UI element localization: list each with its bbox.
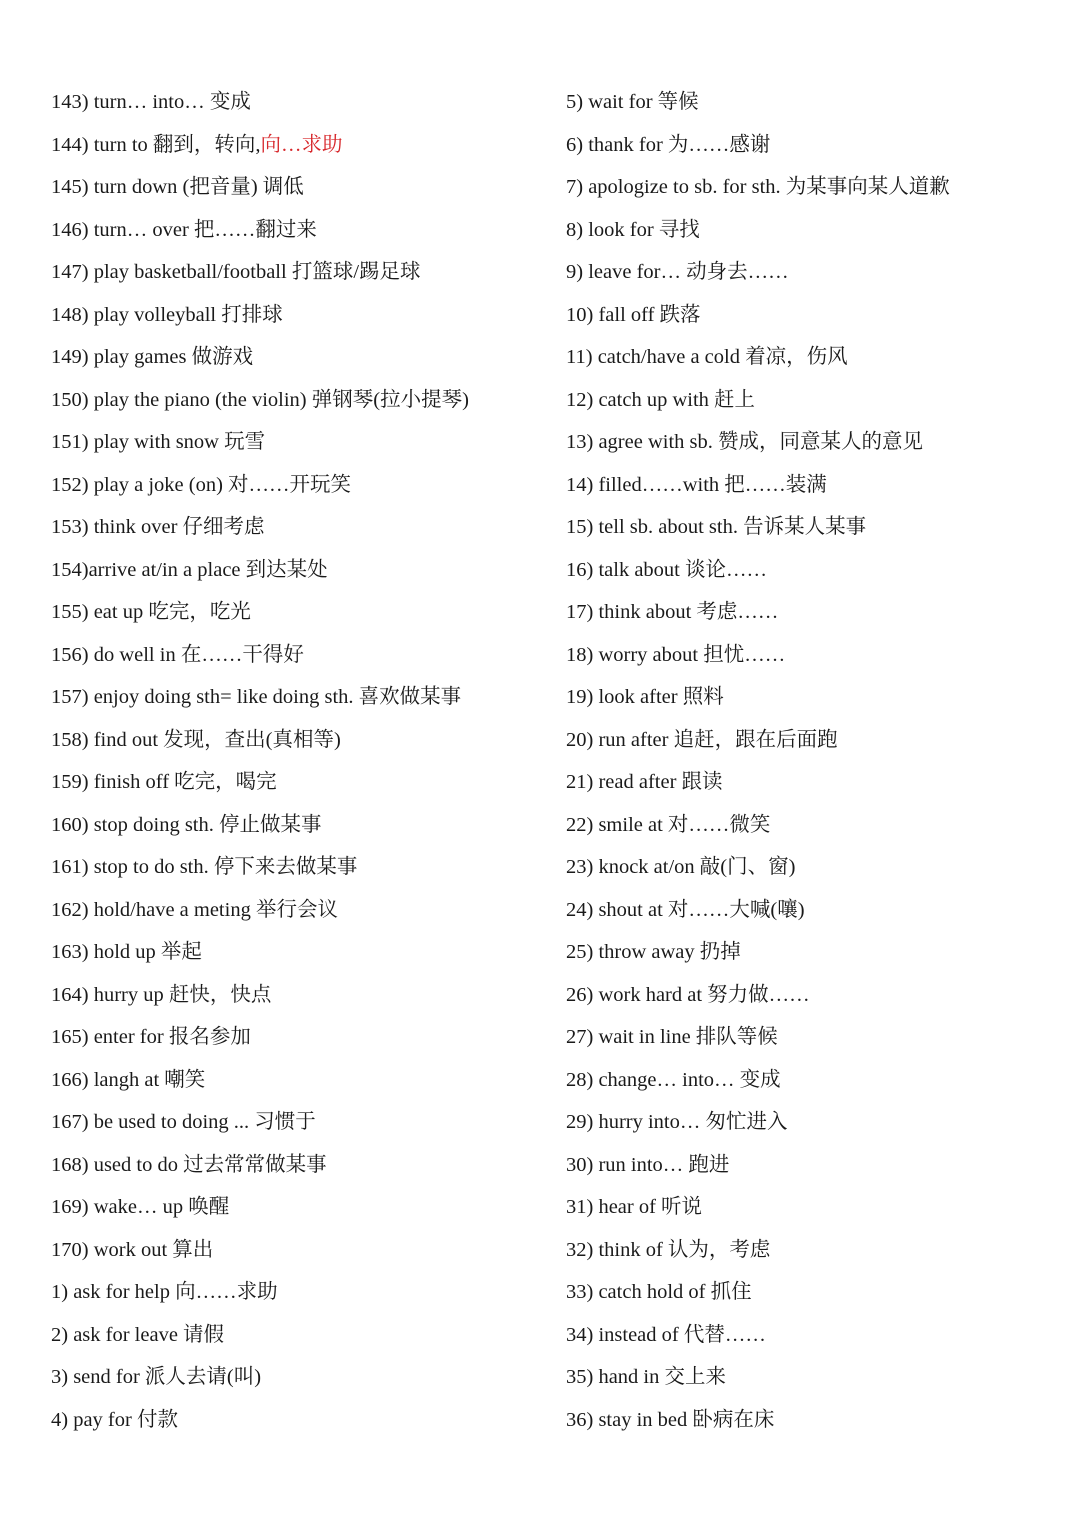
- phrase-entry: 8) look for 寻找: [566, 218, 700, 241]
- phrase-entry: 35) hand in 交上来: [566, 1366, 726, 1388]
- phrase-entry: 2) ask for leave 请假: [51, 1323, 225, 1346]
- phrase-entry: 159) finish off 吃完，喝完: [51, 771, 277, 793]
- phrase-entry: 11) catch/have a cold 着凉，伤风: [566, 346, 848, 368]
- phrase-entry: 17) think about 考虑……: [566, 601, 779, 623]
- phrase-entry: 15) tell sb. about sth. 告诉某人某事: [566, 516, 867, 538]
- phrase-entry: 27) wait in line 排队等候: [566, 1026, 778, 1048]
- phrase-entry: 160) stop doing sth. 停止做某事: [51, 813, 322, 836]
- phrase-entry: 12) catch up with 赶上: [566, 388, 756, 411]
- phrase-entry: 151) play with snow 玩雪: [51, 431, 266, 453]
- phrase-entry: [51, 124, 551, 167]
- phrase-entry: 155) eat up 吃完，吃光: [51, 601, 251, 623]
- phrase-entry: 31) hear of 听说: [566, 1196, 703, 1218]
- phrase-entry: 3) send for 派人去请(叫): [51, 1366, 262, 1388]
- phrase-entry: 164) hurry up 赶快，快点: [51, 983, 272, 1006]
- phrase-entry: 28) change… into… 变成: [566, 1068, 781, 1091]
- phrase-entry: 9) leave for… 动身去……: [566, 261, 789, 283]
- phrase-entry: 25) throw away 扔掉: [566, 941, 741, 963]
- phrase-entry: 152) play a joke (on) 对……开玩笑: [51, 473, 352, 496]
- phrase-entry: 6) thank for 为……感谢: [566, 133, 771, 156]
- phrase-entry: 10) fall off 跌落: [566, 303, 701, 326]
- phrase-entry: 149) play games 做游戏: [51, 346, 254, 368]
- phrase-entry: 150) play the piano (the violin) 弹钢琴(拉小提琴): [51, 388, 469, 411]
- phrase-entry: 1) ask for help 向……求助: [51, 1281, 278, 1303]
- phrase-entry: 158) find out 发现，查出(真相等): [51, 728, 341, 751]
- phrase-entry: 13) agree with sb. 赞成，同意某人的意见: [566, 431, 923, 453]
- phrase-entry: 167) be used to doing ... 习惯于: [51, 1111, 316, 1133]
- phrase-entry: 5) wait for 等候: [566, 91, 699, 113]
- phrase-entry: 170) work out 算出: [51, 1238, 214, 1261]
- phrase-entry: 166) langh at 嘲笑: [51, 1068, 206, 1091]
- phrase-text: 144) turn to 翻到，转向,: [51, 133, 261, 156]
- phrase-entry: 161) stop to do sth. 停下来去做某事: [51, 856, 358, 878]
- phrase-entry: 30) run into… 跑进: [566, 1153, 730, 1176]
- phrase-entry: 18) worry about 担忧……: [566, 643, 786, 666]
- phrase-entry: 165) enter for 报名参加: [51, 1026, 251, 1048]
- phrase-entry: 156) do well in 在……干得好: [51, 643, 304, 666]
- phrase-entry: 20) run after 追赶，跟在后面跑: [566, 728, 838, 751]
- phrase-list-right: [566, 81, 1066, 1441]
- phrase-entry: 29) hurry into… 匆忙进入: [566, 1111, 788, 1133]
- phrase-entry: 26) work hard at 努力做……: [566, 983, 810, 1006]
- phrase-entry: 24) shout at 对……大喊(嚷): [566, 898, 805, 921]
- highlighted-phrase-text: 向…求助: [260, 133, 343, 156]
- phrase-entry: 36) stay in bed 卧病在床: [566, 1408, 775, 1431]
- phrase-entry: 148) play volleyball 打排球: [51, 303, 283, 326]
- phrase-entry: 4) pay for 付款: [51, 1408, 178, 1431]
- phrase-entry: 32) think of 认为，考虑: [566, 1238, 771, 1261]
- phrase-entry: 163) hold up 举起: [51, 941, 202, 963]
- phrase-entry: 157) enjoy doing sth= like doing sth. 喜欢做某事: [51, 686, 462, 708]
- phrase-list-left: [51, 81, 551, 1441]
- phrase-entry: 16) talk about 谈论……: [566, 558, 767, 581]
- phrase-entry: 14) filled……with 把……装满: [566, 473, 827, 496]
- phrase-entry: 162) hold/have a meting 举行会议: [51, 898, 338, 921]
- phrase-entry: 19) look after 照料: [566, 686, 724, 708]
- phrase-entry: 146) turn… over 把……翻过来: [51, 218, 317, 241]
- phrase-entry: 168) used to do 过去常常做某事: [51, 1153, 327, 1176]
- phrase-entry: 169) wake… up 唤醒: [51, 1196, 230, 1218]
- phrase-entry: 34) instead of 代替……: [566, 1323, 766, 1346]
- phrase-entry: 22) smile at 对……微笑: [566, 813, 771, 836]
- phrase-entry: 147) play basketball/football 打篮球/踢足球: [51, 261, 421, 283]
- phrase-entry: 154)arrive at/in a place 到达某处: [51, 558, 328, 581]
- phrase-entry: 21) read after 跟读: [566, 771, 723, 793]
- phrase-entry: 33) catch hold of 抓住: [566, 1281, 752, 1303]
- phrase-entry: 7) apologize to sb. for sth. 为某事向某人道歉: [566, 176, 950, 198]
- phrase-entry: 153) think over 仔细考虑: [51, 516, 265, 538]
- phrase-entry: 23) knock at/on 敲(门、窗): [566, 856, 796, 878]
- phrase-entry: 143) turn… into… 变成: [51, 91, 251, 113]
- phrase-entry: 145) turn down (把音量) 调低: [51, 176, 304, 198]
